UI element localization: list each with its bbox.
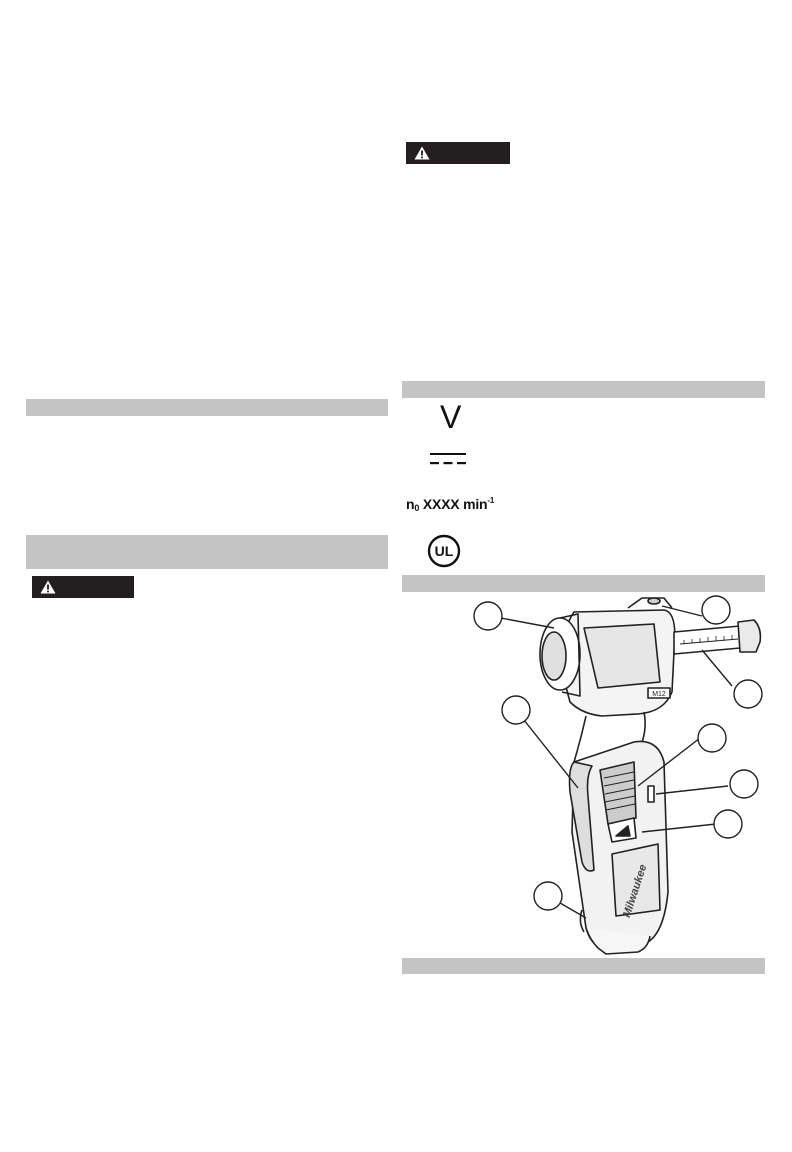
- warning-label-right: [406, 142, 510, 164]
- brand-text: Milwaukee: [620, 863, 650, 920]
- direct-current-icon: [430, 452, 466, 466]
- no-load-speed-prefix: n: [406, 496, 415, 512]
- callout-circle-2: [702, 596, 730, 624]
- no-load-speed-superscript: -1: [487, 496, 495, 505]
- callout-circle-8: [534, 882, 562, 910]
- section-header-bar-left-2: [26, 535, 388, 569]
- callout-circle-1: [474, 602, 502, 630]
- warning-triangle-icon: [414, 146, 430, 160]
- callout-circle-3: [734, 680, 762, 708]
- battery-badge-text: M12: [652, 691, 666, 698]
- no-load-speed-symbol: [406, 496, 494, 513]
- ul-listed-icon: [427, 534, 461, 568]
- callout-circle-6: [730, 770, 758, 798]
- volts-symbol: V: [440, 399, 462, 435]
- tool-illustration: [402, 592, 792, 962]
- ul-mark-text: UL: [434, 543, 454, 559]
- callout-leader-6: [656, 786, 728, 794]
- no-load-speed-value: XXXX min: [422, 496, 488, 512]
- no-load-speed-subscript: 0: [414, 503, 420, 513]
- functional-description-header-bar: [402, 575, 765, 592]
- symbology-header-bar: [402, 381, 765, 398]
- warning-label-left: [32, 576, 134, 598]
- callout-circle-4: [502, 696, 530, 724]
- callout-leader-4: [516, 710, 578, 788]
- callout-circle-7: [714, 810, 742, 838]
- section-header-bar-bottom: [402, 958, 765, 974]
- callout-circle-5: [698, 724, 726, 752]
- warning-triangle-icon: [40, 580, 56, 594]
- section-header-bar-left-1: [26, 399, 388, 416]
- callout-leader-3: [702, 650, 732, 686]
- speed-selector: [648, 786, 654, 802]
